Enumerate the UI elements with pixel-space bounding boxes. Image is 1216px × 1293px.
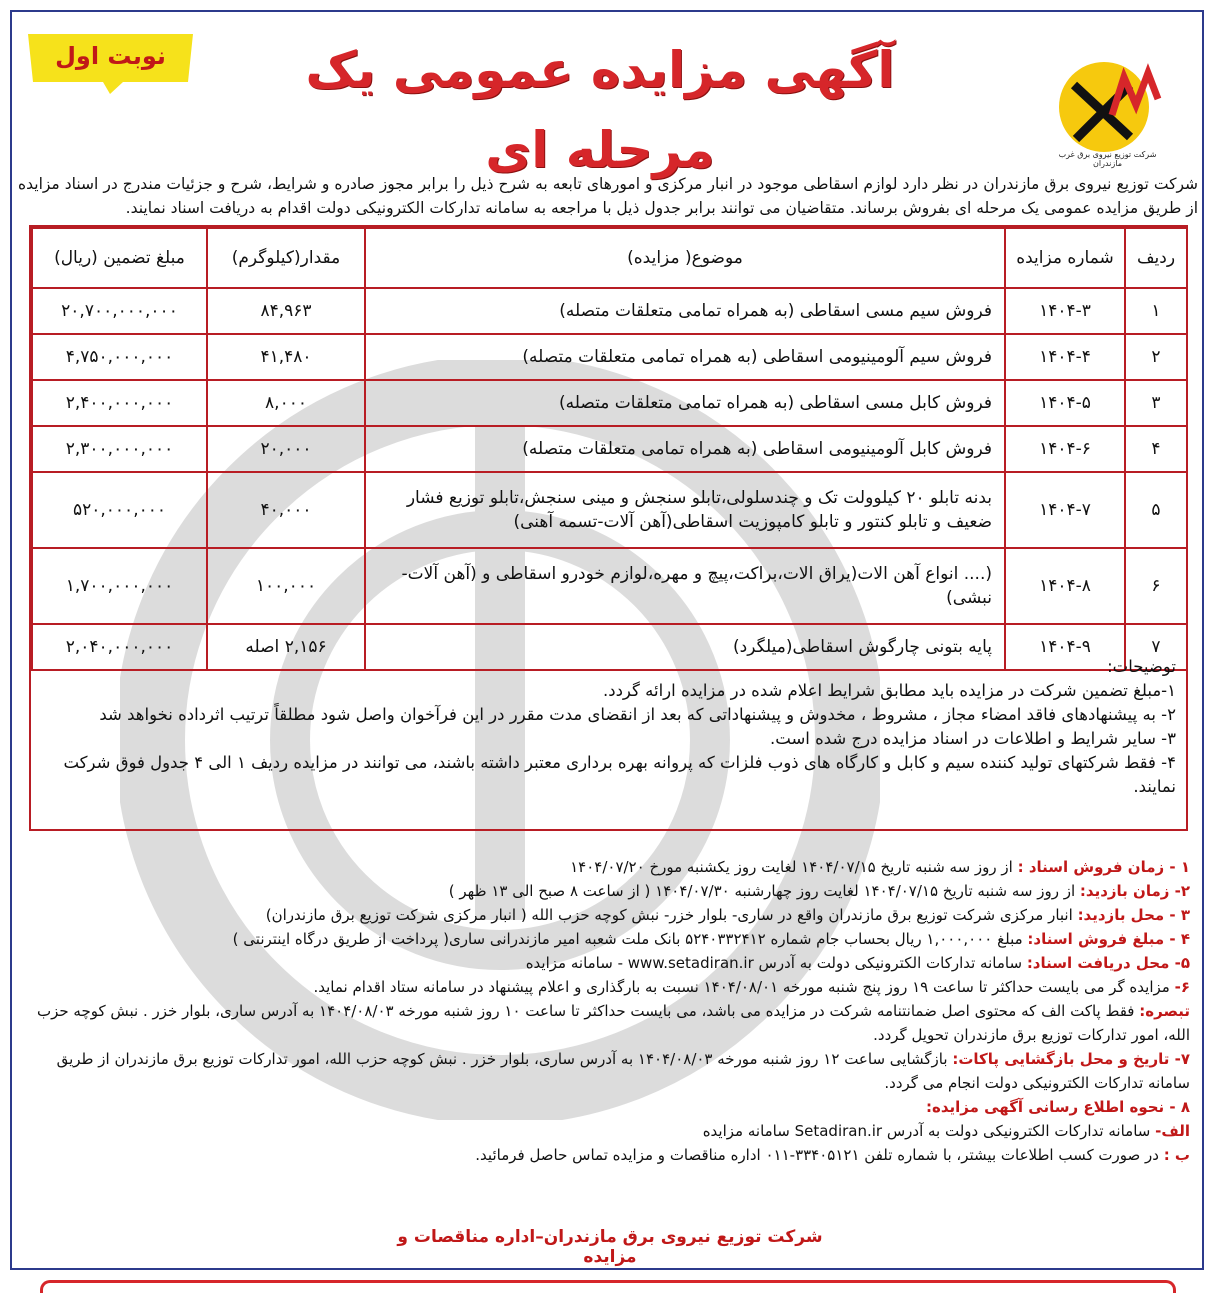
cell-qty: ۸,۰۰۰ [207, 380, 365, 426]
notes-heading: توضیحات: [1107, 657, 1176, 676]
cell-qty: ۱۰۰,۰۰۰ [207, 548, 365, 624]
cell-number: ۱۴۰۴-۷ [1005, 472, 1125, 548]
cell-qty: ۴۱,۴۸۰ [207, 334, 365, 380]
cell-number: ۱۴۰۴-۹ [1005, 624, 1125, 670]
intro-text: شرکت توزیع نیروی برق مازندران در نظر دارد لوازم اسقاطی موجود در انبار مرکزی و امورهای تابعه به شرح ذیل را برابر مجوز صادره و شرایط، شرح و جزئیات مندرج در اسناد مزایده از طریق مزایده عمومی یک مرحله ای بفروش برساند. متقاضیان می توانند برابر جدول ذیل با مراجعه به سامانه تدارکات الکترونیکی دولت اقدام به دریافت اسناد نمایند. [18, 175, 1198, 217]
bottom-decoration [40, 1280, 1176, 1293]
detail-item: ۸ - نحوه اطلاع رسانی آگهی مزایده: [925, 1098, 1190, 1116]
detail-item: ۲- زمان بازدید: از روز سه شنبه تاریخ ۱۴۰۴/۰۷/۱۵ لغایت روز چهارشنبه ۱۴۰۴/۰۷/۳۰ ( از ساعت ۸ صبح الی ۱۳ ظهر ) [448, 882, 1190, 900]
cell-qty: ۲۰,۰۰۰ [207, 426, 365, 472]
header-number: شماره مزایده [1005, 228, 1125, 288]
badge-label: نوبت اول [55, 42, 166, 70]
note-item: ۱-مبلغ تضمین شرکت در مزایده باید مطابق شرایط اعلام شده در مزایده ارائه گردد. [602, 681, 1176, 700]
cell-number: ۱۴۰۴-۵ [1005, 380, 1125, 426]
cell-subject: فروش کابل مسی اسقاطی (به همراه تمامی متعلقات متصله) [365, 380, 1005, 426]
cell-row: ۴ [1125, 426, 1187, 472]
cell-row: ۳ [1125, 380, 1187, 426]
cell-row: ۷ [1125, 624, 1187, 670]
cell-deposit: ۲,۰۴۰,۰۰۰,۰۰۰ [32, 624, 207, 670]
cell-subject: فروش کابل آلومینیومی اسقاطی (به همراه تمامی متعلقات متصله) [365, 426, 1005, 472]
note-item: ۳- سایر شرایط و اطلاعات در اسناد مزایده درج شده است. [770, 729, 1176, 748]
note-item: ۴- فقط شرکتهای تولید کننده سیم و کابل و کارگاه های ذوب فلزات که پروانه بهره برداری معتبر داشته باشند، می توانند در مزایده ردیف ۱ الی ۴ جدول فوق شرکت نمایند. [63, 753, 1176, 796]
header-deposit: مبلغ تضمین (ریال) [32, 228, 207, 288]
detail-item: ۶- مزایده گر می بایست حداکثر تا ساعت ۱۹ روز پنج شنبه مورخه ۱۴۰۴/۰۸/۰۱ نسبت به بارگذاری و اعلام پیشنهاد در سامانه ستاد اقدام نماید. [313, 978, 1190, 996]
table-row [32, 426, 1187, 472]
cell-subject: فروش سیم آلومینیومی اسقاطی (به همراه تمامی متعلقات متصله) [365, 334, 1005, 380]
cell-subject: فروش سیم مسی اسقاطی (به همراه تمامی متعلقات متصله) [365, 288, 1005, 334]
cell-deposit: ۲۰,۷۰۰,۰۰۰,۰۰۰ [32, 288, 207, 334]
table-row [32, 288, 1187, 334]
cell-row: ۵ [1125, 472, 1187, 548]
details-list [18, 855, 1190, 1167]
company-logo-icon [1052, 55, 1167, 160]
detail-item: تبصره: فقط پاکت الف که محتوی اصل ضمانتنامه شرکت در مزایده می باشد، می بایست حداکثر تا ساعت ۱۰ روز شنبه مورخه ۱۴۰۴/۰۸/۰۳ به آدرس ساری، بلوار خزر . نبش کوچه حزب الله، امور تدارکات توزیع برق مازندران تحویل گردد. [36, 1002, 1190, 1044]
cell-number: ۱۴۰۴-۶ [1005, 426, 1125, 472]
detail-item: ۴ - مبلغ فروش اسناد: مبلغ ۱,۰۰۰,۰۰۰ ریال بحساب جام شماره ۵۲۴۰۳۳۲۴۱۲ بانک ملت شعبه امیر مازندرانی ساری( پرداخت از طریق درگاه اینترنتی ) [232, 930, 1190, 948]
cell-row: ۶ [1125, 548, 1187, 624]
cell-row: ۲ [1125, 334, 1187, 380]
cell-subject: (.... انواع آهن الات(یراق الات،براکت،پیچ و مهره،لوازم خودرو اسقاطی و (آهن آلات-نبشی) [365, 548, 1005, 624]
cell-deposit: ۴,۷۵۰,۰۰۰,۰۰۰ [32, 334, 207, 380]
cell-deposit: ۵۲۰,۰۰۰,۰۰۰ [32, 472, 207, 548]
table-row [32, 548, 1187, 624]
detail-item: ۱ - زمان فروش اسناد : از روز سه شنبه تاریخ ۱۴۰۴/۰۷/۱۵ لغایت روز یکشنبه مورخ ۱۴۰۴/۰۷/۲۰ [570, 858, 1190, 876]
cell-row: ۱ [1125, 288, 1187, 334]
table-notes [41, 655, 1176, 799]
footer-signature: شرکت توزیع نیروی برق مازندران–اداره مناقصات و مزایده [397, 1227, 823, 1267]
first-issue-badge [28, 34, 193, 94]
detail-item: ۷- تاریخ و محل بازگشایی پاکات: بازگشایی ساعت ۱۲ روز شنبه مورخه ۱۴۰۴/۰۸/۰۳ به آدرس ساری، بلوار خزر . نبش کوچه حزب الله، امور تدارکات توزیع برق مازندران از طریق سامانه تدارکات الکترونیکی دولت انجام می گردد. [56, 1050, 1190, 1092]
header-row: ردیف [1125, 228, 1187, 288]
detail-item: ب : در صورت کسب اطلاعات بیشتر، با شماره تلفن ۳۳۴۰۵۱۲۱-۰۱۱ اداره مناقصات و مزایده تماس حاصل فرمائید. [475, 1146, 1190, 1164]
note-item: ۲- به پیشنهادهای فاقد امضاء مجاز ، مشروط ، مخدوش و پیشنهاداتی که بعد از انقضای مدت مقرر در این فرآخوان واصل شود مطلقاً ترتیب اثرداده نخواهد شد [99, 705, 1176, 724]
cell-qty: ۲,۱۵۶ اصله [207, 624, 365, 670]
header-subject: موضوع( مزایده) [365, 228, 1005, 288]
table-row [32, 472, 1187, 548]
detail-item: ۳ - محل بازدید: انبار مرکزی شرکت توزیع برق مازندران واقع در ساری- بلوار خزر- نبش کوچه حزب الله ( انبار مرکزی شرکت توزیع برق مازندران) [265, 906, 1190, 924]
cell-subject: بدنه تابلو ۲۰ کیلوولت تک و چندسلولی،تابلو سنجش و مینی سنجش،تابلو توزیع فشار ضعیف و تابلو کنتور و تابلو کامپوزیت اسقاطی(آهن آلات-تسمه آهنی) [365, 472, 1005, 548]
header-qty: مقدار(کیلوگرم) [207, 228, 365, 288]
table-row [32, 380, 1187, 426]
cell-deposit: ۲,۳۰۰,۰۰۰,۰۰۰ [32, 426, 207, 472]
cell-number: ۱۴۰۴-۳ [1005, 288, 1125, 334]
auction-table [29, 225, 1188, 831]
logo-caption: شرکت توزیع نیروی برق غرب مازندران [1058, 150, 1157, 168]
cell-qty: ۴۰,۰۰۰ [207, 472, 365, 548]
cell-number: ۱۴۰۴-۴ [1005, 334, 1125, 380]
table-row [32, 334, 1187, 380]
detail-item: الف- سامانه تدارکات الکترونیکی دولت به آدرس Setadiran.ir سامانه مزایده [702, 1122, 1190, 1140]
cell-deposit: ۲,۴۰۰,۰۰۰,۰۰۰ [32, 380, 207, 426]
cell-subject: پایه بتونی چارگوش اسقاطی(میلگرد) [365, 624, 1005, 670]
cell-deposit: ۱,۷۰۰,۰۰۰,۰۰۰ [32, 548, 207, 624]
cell-number: ۱۴۰۴-۸ [1005, 548, 1125, 624]
detail-item: ۵- محل دریافت اسناد: سامانه تدارکات الکترونیکی دولت به آدرس www.setadiran.ir - سامانه مزایده [525, 954, 1190, 972]
page-title: آگهی مزایده عمومی یک مرحله ای [305, 41, 895, 179]
cell-qty: ۸۴,۹۶۳ [207, 288, 365, 334]
